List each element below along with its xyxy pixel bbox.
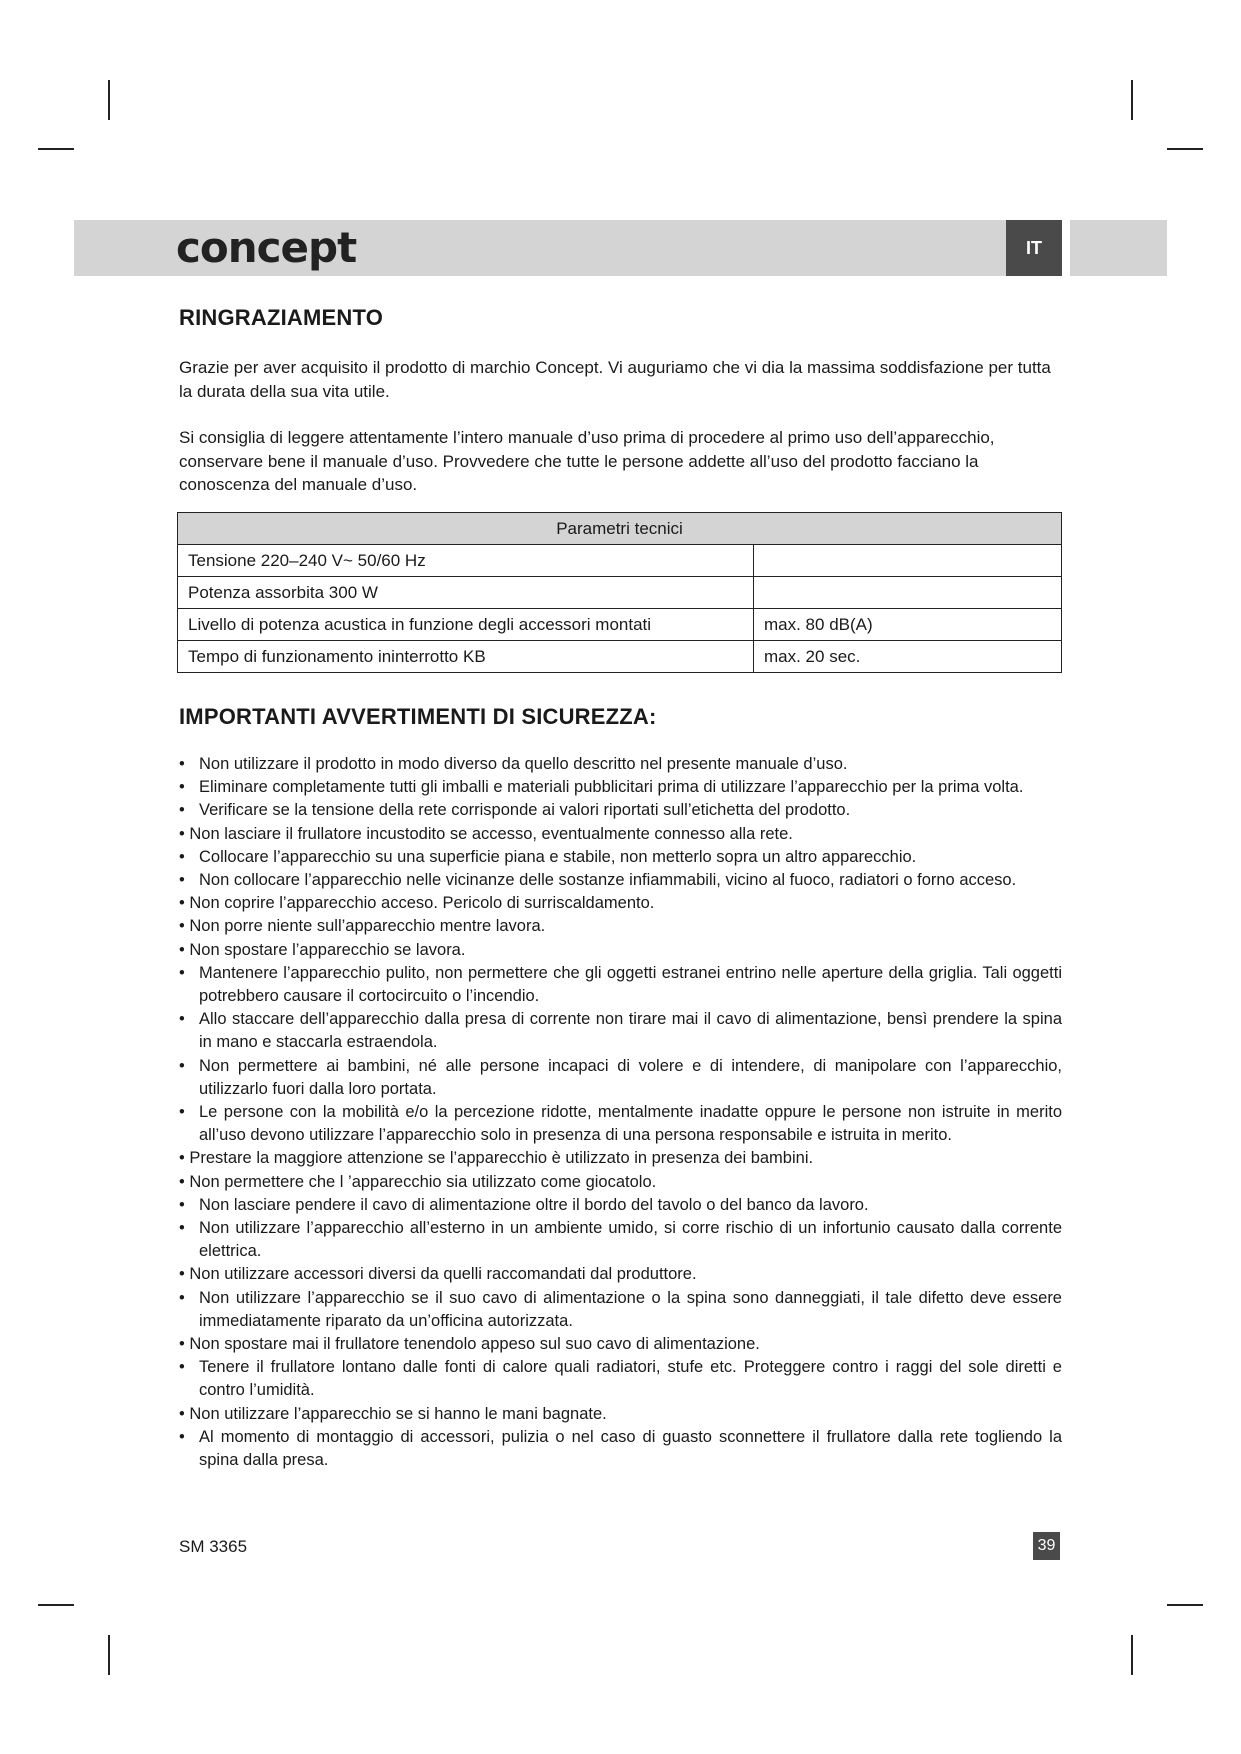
crop-mark <box>108 1635 110 1675</box>
list-item: • Non lasciare pendere il cavo di alimentazione oltre il bordo del tavolo o del banco da lavoro. <box>179 1194 1062 1217</box>
model-number: SM 3365 <box>179 1537 248 1556</box>
intro-paragraph-2 <box>179 426 1062 497</box>
list-item <box>179 892 1062 915</box>
list-item-text: Non coprire l’apparecchio acceso. Pericolo di surriscaldamento. <box>189 894 655 913</box>
list-item: • Eliminare completamente tutti gli imballi e materiali pubblicitari prima di utilizzare l’apparecchio per la prima volta. <box>179 776 1062 799</box>
table-header-row <box>178 513 1062 545</box>
spec-value: max. 80 dB(A) <box>754 609 1062 641</box>
list-item: • Collocare l’apparecchio su una superficie piana e stabile, non metterlo sopra un altro apparecchio. <box>179 846 1062 869</box>
list-item: • Verificare se la tensione della rete corrisponde ai valori riportati sull’etichetta del prodotto. <box>179 799 1062 822</box>
spec-label: Tensione 220–240 V~ 50/60 Hz <box>178 545 754 577</box>
list-item: • Mantenere l’apparecchio pulito, non permettere che gli oggetti estranei entrino nelle aperture della griglia. Tali oggetti potrebbero causare il cortocircuito o l’incendio. <box>179 962 1062 1008</box>
list-item-text: Non lasciare il frullatore incustodito se accesso, eventualmente connesso alla rete. <box>189 824 793 843</box>
table-row <box>178 545 1062 577</box>
list-item: • Non utilizzare l’apparecchio se il suo cavo di alimentazione o la spina sono danneggiati, il tale difetto deve essere immediatamente riparato da un’officina autorizzata. <box>179 1287 1062 1333</box>
header-divider <box>1062 220 1070 276</box>
crop-mark <box>1167 1604 1203 1606</box>
list-item: • Non utilizzare il prodotto in modo diverso da quello descritto nel presente manuale d’uso. <box>179 753 1062 776</box>
list-item <box>179 915 1062 938</box>
intro-paragraph-1 <box>179 356 1062 403</box>
list-item <box>179 1171 1062 1194</box>
crop-mark <box>38 1604 74 1606</box>
intro-section <box>179 305 1062 331</box>
language-badge: IT <box>1006 220 1062 276</box>
spec-table <box>177 512 1062 673</box>
list-item: • Tenere il frullatore lontano dalle fonti di calore quali radiatori, stufe etc. Proteggere contro i raggi del sole diretti e contro l’umidità. <box>179 1356 1062 1402</box>
crop-mark <box>1131 1635 1133 1675</box>
section-title-safety: IMPORTANTI AVVERTIMENTI DI SICUREZZA: <box>179 704 657 729</box>
list-item: • Non permettere ai bambini, né alle persone incapaci di volere e di intendere, di manipolare con l’apparecchio, utilizzarlo fuori dalla loro portata. <box>179 1055 1062 1101</box>
list-item: • Le persone con la mobilità e/o la percezione ridotte, mentalmente inadatte oppure le persone non istruite in merito all’uso devono utilizzare l’apparecchio solo in presenza di una persona responsabile e istruita in merito. <box>179 1101 1062 1147</box>
list-item: • Non utilizzare l’apparecchio all’esterno in un ambiente umido, si corre rischio di un infortunio causato dalla corrente elettrica. <box>179 1217 1062 1263</box>
crop-mark <box>38 148 74 150</box>
list-item <box>179 823 1062 846</box>
list-item <box>179 1147 1062 1170</box>
intro-text: Grazie per aver acquisito il prodotto di marchio Concept. Vi auguriamo che vi dia la massima soddisfazione per tutta la durata della sua vita utile. <box>179 358 1051 401</box>
list-item: • Al momento di montaggio di accessori, pulizia o nel caso di guasto sconnettere il frullatore dalla rete togliendo la spina dalla presa. <box>179 1426 1062 1472</box>
list-item <box>179 1263 1062 1286</box>
spec-value <box>754 545 1062 577</box>
list-item-text: Non permettere che l ’apparecchio sia utilizzato come giocatolo. <box>189 1172 657 1191</box>
list-item <box>179 1333 1062 1356</box>
page-number: 39 <box>1033 1532 1060 1560</box>
spec-value: max. 20 sec. <box>754 641 1062 673</box>
list-item: • Non collocare l’apparecchio nelle vicinanze delle sostanze infiammabili, vicino al fuoco, radiatori o forno acceso. <box>179 869 1062 892</box>
table-row <box>178 641 1062 673</box>
list-item-text: Non utilizzare l’apparecchio se si hanno le mani bagnate. <box>189 1404 607 1423</box>
spec-label: Tempo di funzionamento ininterrotto KB <box>178 641 754 673</box>
list-item <box>179 1403 1062 1426</box>
header-bar <box>74 220 1167 276</box>
list-item <box>179 939 1062 962</box>
section-title-thanks: RINGRAZIAMENTO <box>179 305 384 330</box>
crop-mark <box>1167 148 1203 150</box>
list-item-text: Non utilizzare accessori diversi da quelli raccomandati dal produttore. <box>189 1265 697 1284</box>
spec-value <box>754 577 1062 609</box>
list-item-text: Prestare la maggiore attenzione se l’apparecchio è utilizzato in presenza dei bambini. <box>189 1149 814 1168</box>
safety-list <box>179 753 1062 1472</box>
table-row <box>178 577 1062 609</box>
list-item-text: Non porre niente sull’apparecchio mentre lavora. <box>189 917 546 936</box>
safety-heading-wrap <box>179 704 1062 730</box>
spec-label: Potenza assorbita 300 W <box>178 577 754 609</box>
spec-label: Livello di potenza acustica in funzione degli accessori montati <box>178 609 754 641</box>
brand-logo: concept <box>176 223 357 272</box>
table-header: Parametri tecnici <box>178 513 1062 545</box>
list-item-text: Non spostare mai il frullatore tenendolo appeso sul suo cavo di alimentazione. <box>189 1335 760 1354</box>
crop-mark <box>108 80 110 120</box>
intro-text: Si consiglia di leggere attentamente l’intero manuale d’uso prima di procedere al primo uso dell’apparecchio, conservare bene il manuale d’uso. Provvedere che tutte le persone addette all’uso del prodotto facciano la conoscenza del manuale d’uso. <box>179 428 995 494</box>
list-item: • Allo staccare dell’apparecchio dalla presa di corrente non tirare mai il cavo di alimentazione, bensì prendere la spina in mano e staccarla estraendola. <box>179 1008 1062 1054</box>
table-row <box>178 609 1062 641</box>
crop-mark <box>1131 80 1133 120</box>
list-item-text: Non spostare l’apparecchio se lavora. <box>189 940 466 959</box>
